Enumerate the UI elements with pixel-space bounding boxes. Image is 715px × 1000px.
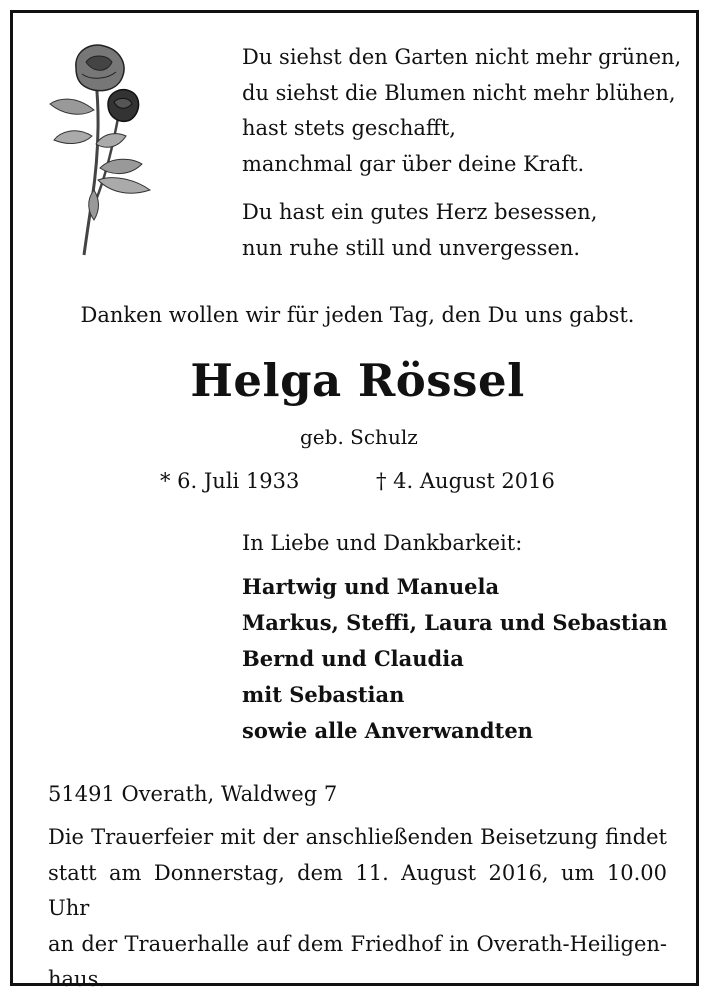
mourner-line: Markus, Steffi, Laura und Sebastian (242, 610, 668, 635)
mourners-intro: In Liebe und Dankbarkeit: (242, 531, 523, 555)
rose-icon (46, 40, 166, 260)
birth-date: * 6. Juli 1933 (160, 469, 300, 493)
mourner-line: Bernd und Claudia (242, 646, 464, 671)
poem-line: manchmal gar über deine Kraft. (242, 151, 585, 176)
funeral-line: an der Trauerhalle auf dem Friedhof in Overath-Heiligen- (48, 931, 667, 956)
address: 51491 Overath, Waldweg 7 (48, 782, 338, 806)
deceased-name: Helga Rössel (190, 354, 525, 407)
funeral-line: statt am Donnerstag, dem 11. August 2016, um 10.00 Uhr (48, 860, 667, 920)
poem-line: Du hast ein gutes Herz besessen, (242, 200, 598, 224)
mourner-line: Hartwig und Manuela (242, 574, 500, 599)
birth-name: geb. Schulz (300, 425, 418, 449)
poem-stanza-2 (242, 195, 681, 266)
poem-line: nun ruhe still und unvergessen. (242, 235, 581, 260)
mourner-line: mit Sebastian (242, 682, 405, 707)
poem (242, 40, 681, 279)
poem-line: Du siehst den Garten nicht mehr grünen, (242, 45, 682, 69)
funeral-line: haus. (48, 967, 106, 991)
poem-line: du siehst die Blumen nicht mehr blühen, (242, 80, 676, 105)
death-date: † 4. August 2016 (376, 469, 555, 493)
funeral-notice (48, 820, 667, 998)
funeral-line: Die Trauerfeier mit der anschließenden Beisetzung findet (48, 825, 667, 849)
mourners-list (242, 569, 668, 749)
mourner-line: sowie alle Anverwandten (242, 718, 533, 743)
poem-stanza-1 (242, 40, 681, 182)
thanks-line: Danken wollen wir für jeden Tag, den Du uns gabst. (80, 303, 635, 327)
poem-line: hast stets geschafft, (242, 116, 456, 140)
